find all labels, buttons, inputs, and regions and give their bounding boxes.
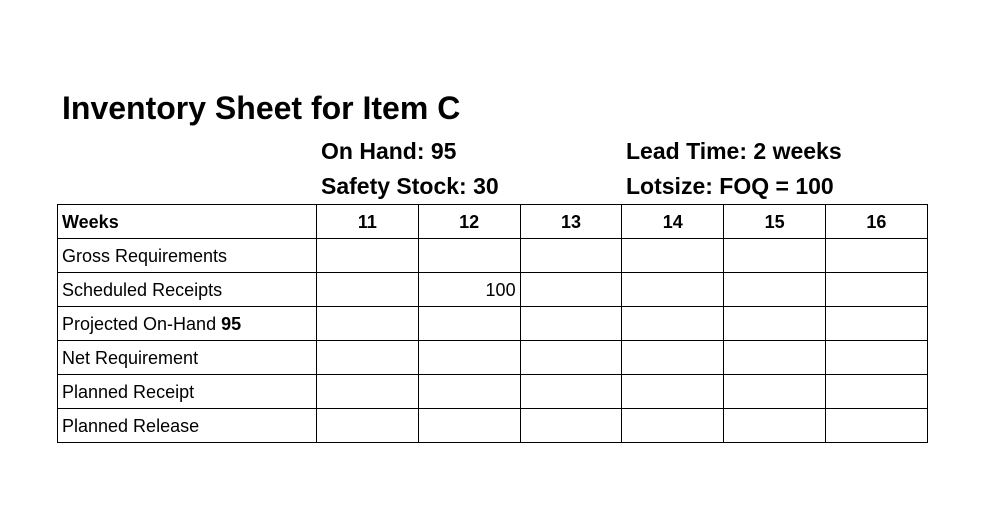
row-label-text: Net Requirement	[62, 347, 199, 368]
table-cell[interactable]	[520, 375, 622, 409]
row-label-planned-release	[58, 409, 317, 443]
table-cell[interactable]	[520, 273, 622, 307]
table-cell[interactable]	[622, 375, 724, 409]
row-label-projected-on-hand	[58, 307, 317, 341]
table-cell[interactable]	[622, 273, 724, 307]
lead-time-info: Lead Time: 2 weeks	[626, 138, 842, 164]
table-cell[interactable]	[724, 409, 826, 443]
table-cell[interactable]: 100	[418, 273, 520, 307]
table-cell[interactable]	[520, 409, 622, 443]
table-cell[interactable]	[520, 341, 622, 375]
table-row	[58, 239, 928, 273]
row-label-text: Scheduled Receipts	[62, 279, 223, 300]
table-cell[interactable]	[724, 273, 826, 307]
table-cell[interactable]	[622, 239, 724, 273]
table-cell[interactable]	[825, 273, 927, 307]
table-cell[interactable]	[825, 375, 927, 409]
week-header: 15	[724, 205, 826, 239]
table-row	[58, 341, 928, 375]
on-hand-info: On Hand: 95	[321, 138, 457, 164]
weeks-header: Weeks	[58, 205, 317, 239]
week-header: 11	[317, 205, 419, 239]
table-cell[interactable]	[317, 273, 419, 307]
sheet-title: Inventory Sheet for Item C	[62, 90, 461, 126]
table-cell[interactable]	[825, 341, 927, 375]
row-label-suffix: 95	[221, 313, 242, 334]
table-cell[interactable]	[825, 409, 927, 443]
table-cell[interactable]	[418, 409, 520, 443]
table-cell[interactable]	[724, 341, 826, 375]
table-cell[interactable]	[520, 307, 622, 341]
table-cell[interactable]	[418, 341, 520, 375]
table-cell[interactable]	[317, 375, 419, 409]
table-cell[interactable]	[724, 239, 826, 273]
table-cell[interactable]	[724, 307, 826, 341]
table-cell[interactable]	[418, 307, 520, 341]
row-label-text: Gross Requirements	[62, 245, 228, 266]
table-cell[interactable]	[825, 239, 927, 273]
table-cell[interactable]	[622, 409, 724, 443]
table-cell[interactable]	[825, 307, 927, 341]
week-header: 16	[825, 205, 927, 239]
lotsize-info: Lotsize: FOQ = 100	[626, 173, 834, 199]
row-label-scheduled-receipts	[58, 273, 317, 307]
table-cell[interactable]	[724, 375, 826, 409]
row-label-gross-requirements	[58, 239, 317, 273]
table-cell[interactable]	[317, 239, 419, 273]
table-row	[58, 307, 928, 341]
safety-stock-info: Safety Stock: 30	[321, 173, 499, 199]
table-cell[interactable]	[418, 239, 520, 273]
table-cell[interactable]	[317, 341, 419, 375]
week-header: 14	[622, 205, 724, 239]
table-row	[58, 273, 928, 307]
row-label-text: Planned Receipt	[62, 381, 195, 402]
table-row	[58, 409, 928, 443]
table-cell[interactable]	[622, 341, 724, 375]
row-label-planned-receipt	[58, 375, 317, 409]
table-header-row	[58, 205, 928, 239]
week-header: 12	[418, 205, 520, 239]
row-label-net-requirement	[58, 341, 317, 375]
mrp-table	[57, 204, 928, 443]
table-row	[58, 375, 928, 409]
table-cell[interactable]	[622, 307, 724, 341]
table-cell[interactable]	[317, 307, 419, 341]
row-label-text: Projected On-Hand	[62, 313, 222, 334]
table-cell[interactable]	[317, 409, 419, 443]
table-cell[interactable]	[418, 375, 520, 409]
table-cell[interactable]	[520, 239, 622, 273]
row-label-text: Planned Release	[62, 415, 200, 436]
week-header: 13	[520, 205, 622, 239]
